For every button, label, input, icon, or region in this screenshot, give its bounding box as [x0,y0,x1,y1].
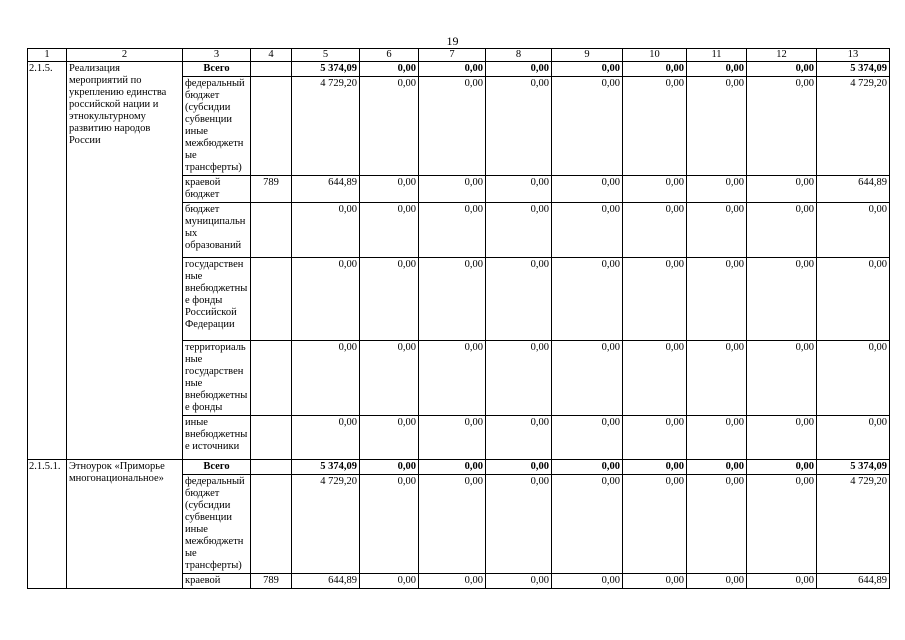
budget-code [251,77,292,176]
header-row [28,49,890,62]
table-row [28,460,890,475]
value-cell: 0,00 [687,460,747,475]
value-cell: 0,00 [817,258,890,341]
value-cell: 0,00 [419,77,486,176]
value-cell: 0,00 [292,341,360,416]
value-cell: 0,00 [486,77,552,176]
value-cell: 0,00 [687,341,747,416]
value-cell: 0,00 [486,258,552,341]
column-header-3: 3 [183,49,251,62]
value-cell: 0,00 [360,341,419,416]
budget-table [27,48,890,589]
value-cell: 0,00 [486,574,552,589]
value-cell: 0,00 [419,176,486,203]
value-cell: 5 374,09 [292,460,360,475]
funding-source: Всего [183,460,251,475]
value-cell: 0,00 [747,416,817,460]
value-cell: 0,00 [687,77,747,176]
value-cell: 0,00 [292,416,360,460]
value-cell: 0,00 [552,341,623,416]
value-cell: 0,00 [360,62,419,77]
budget-code [251,62,292,77]
value-cell: 5 374,09 [292,62,360,77]
value-cell: 0,00 [552,475,623,574]
budget-code [251,341,292,416]
value-cell: 0,00 [747,62,817,77]
value-cell: 0,00 [623,416,687,460]
value-cell: 0,00 [747,77,817,176]
budget-code [251,475,292,574]
value-cell: 0,00 [419,475,486,574]
value-cell: 0,00 [552,77,623,176]
section-code: 2.1.5. [28,62,67,460]
value-cell: 0,00 [360,416,419,460]
value-cell: 0,00 [486,203,552,258]
column-header-10: 10 [623,49,687,62]
value-cell: 0,00 [747,341,817,416]
value-cell: 0,00 [552,258,623,341]
value-cell: 644,89 [292,574,360,589]
table-body [28,62,890,589]
value-cell: 0,00 [552,62,623,77]
funding-source: территориальные государственные внебюджетные фонды [183,341,251,416]
budget-code: 789 [251,176,292,203]
value-cell: 0,00 [552,574,623,589]
column-header-1: 1 [28,49,67,62]
value-cell: 4 729,20 [292,77,360,176]
value-cell: 0,00 [360,203,419,258]
funding-source: государственные внебюджетные фонды Российской Федерации [183,258,251,341]
value-cell: 644,89 [817,176,890,203]
value-cell: 0,00 [817,416,890,460]
table-row [28,62,890,77]
budget-code [251,203,292,258]
value-cell: 0,00 [623,574,687,589]
value-cell: 0,00 [552,176,623,203]
column-header-12: 12 [747,49,817,62]
value-cell: 0,00 [292,258,360,341]
value-cell: 0,00 [360,176,419,203]
value-cell: 0,00 [747,460,817,475]
budget-code [251,460,292,475]
value-cell: 0,00 [623,460,687,475]
value-cell: 0,00 [687,475,747,574]
column-header-5: 5 [292,49,360,62]
value-cell: 0,00 [486,176,552,203]
value-cell: 0,00 [687,62,747,77]
funding-source: иные внебюджетные источники [183,416,251,460]
funding-source: федеральный бюджет (субсидии субвенции иные межбюджетные трансферты) [183,475,251,574]
column-header-11: 11 [687,49,747,62]
value-cell: 4 729,20 [817,77,890,176]
value-cell: 0,00 [419,341,486,416]
value-cell: 0,00 [623,176,687,203]
column-header-7: 7 [419,49,486,62]
value-cell: 4 729,20 [817,475,890,574]
section-code: 2.1.5.1. [28,460,67,589]
budget-code [251,416,292,460]
funding-source: Всего [183,62,251,77]
budget-code [251,258,292,341]
value-cell: 0,00 [623,62,687,77]
column-header-4: 4 [251,49,292,62]
value-cell: 0,00 [419,416,486,460]
value-cell: 5 374,09 [817,460,890,475]
value-cell: 644,89 [817,574,890,589]
value-cell: 0,00 [419,258,486,341]
column-header-2: 2 [67,49,183,62]
section-name: Реализация мероприятий по укреплению единства российской нации и этнокультурному развитию народов России [67,62,183,460]
value-cell: 0,00 [552,203,623,258]
funding-source: краевой бюджет [183,176,251,203]
value-cell: 0,00 [623,475,687,574]
value-cell: 0,00 [360,77,419,176]
value-cell: 0,00 [747,475,817,574]
value-cell: 0,00 [360,258,419,341]
value-cell: 0,00 [292,203,360,258]
value-cell: 0,00 [747,258,817,341]
value-cell: 0,00 [486,341,552,416]
value-cell: 0,00 [486,416,552,460]
value-cell: 0,00 [623,341,687,416]
value-cell: 0,00 [623,258,687,341]
value-cell: 0,00 [623,77,687,176]
funding-source: бюджет муниципальных образований [183,203,251,258]
value-cell: 0,00 [687,203,747,258]
column-header-9: 9 [552,49,623,62]
column-header-13: 13 [817,49,890,62]
value-cell: 0,00 [360,475,419,574]
value-cell: 0,00 [623,203,687,258]
funding-source: федеральный бюджет (субсидии субвенции иные межбюджетные трансферты) [183,77,251,176]
value-cell: 0,00 [687,258,747,341]
page-number: 19 [446,34,459,48]
value-cell: 0,00 [419,62,486,77]
value-cell: 0,00 [747,203,817,258]
value-cell: 0,00 [552,460,623,475]
value-cell: 0,00 [687,176,747,203]
column-header-8: 8 [486,49,552,62]
funding-source: краевой [183,574,251,589]
value-cell: 0,00 [552,416,623,460]
value-cell: 0,00 [360,574,419,589]
value-cell: 0,00 [419,460,486,475]
value-cell: 4 729,20 [292,475,360,574]
value-cell: 0,00 [419,203,486,258]
value-cell: 0,00 [486,475,552,574]
value-cell: 0,00 [747,574,817,589]
budget-code: 789 [251,574,292,589]
section-name: Этноурок «Приморье многонациональное» [67,460,183,589]
value-cell: 0,00 [817,341,890,416]
value-cell: 0,00 [747,176,817,203]
value-cell: 0,00 [687,574,747,589]
value-cell: 0,00 [360,460,419,475]
value-cell: 0,00 [419,574,486,589]
value-cell: 0,00 [817,203,890,258]
value-cell: 0,00 [486,460,552,475]
value-cell: 5 374,09 [817,62,890,77]
value-cell: 0,00 [486,62,552,77]
value-cell: 0,00 [687,416,747,460]
column-header-6: 6 [360,49,419,62]
value-cell: 644,89 [292,176,360,203]
